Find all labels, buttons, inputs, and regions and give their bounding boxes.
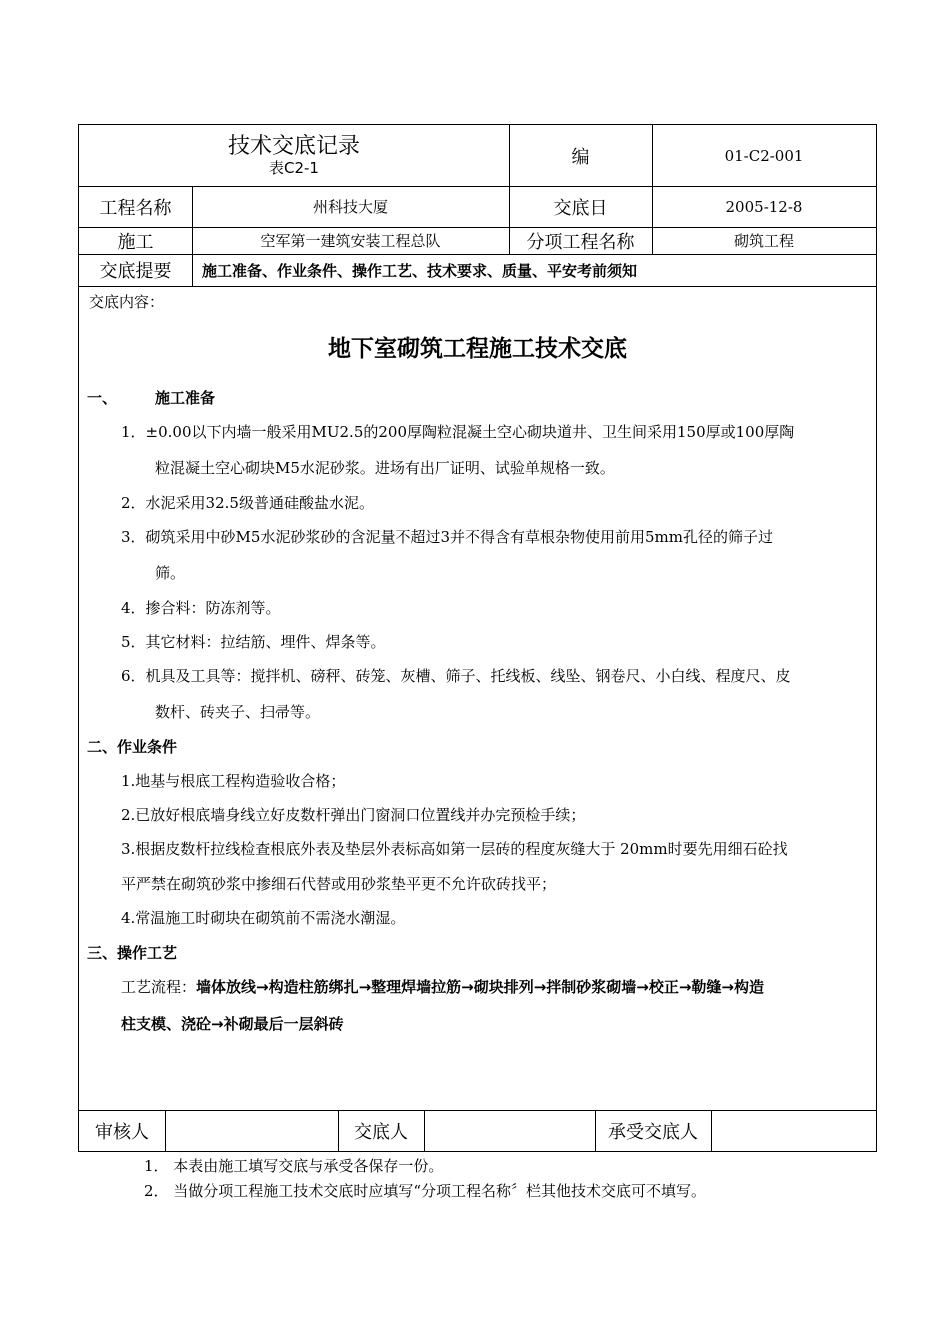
content-intro: 交底内容： xyxy=(89,293,165,311)
process-flow: 墙体放线→构造柱筋绑扎→整理焊墙拉筋→砌块排列→拌制砂浆砌墙→校正→勒缝→构造 xyxy=(196,978,764,996)
subproject-label: 分项工程名称 xyxy=(526,231,635,253)
summary-value: 施工准备、作业条件、操作工艺、技术要求、质量、平安考前须知 xyxy=(202,261,638,280)
item-1-5: 5．其它材料：拉结筋、埋件、焊条等。 xyxy=(121,633,386,651)
item-1-6-cont: 数杆、砖夹子、扫帚等。 xyxy=(155,703,321,721)
discloser-signature-field[interactable] xyxy=(424,1110,595,1151)
code-label: 编 xyxy=(571,146,590,168)
process-flow-line xyxy=(121,976,764,997)
row-divider xyxy=(79,286,876,287)
footnote-1: 1． 本表由施工填写交底与承受各保存一份。 xyxy=(144,1157,444,1175)
receiver-signature-field[interactable] xyxy=(711,1110,876,1151)
item-2-1: 1.地基与根底工程构造验收合格； xyxy=(121,772,346,790)
constructor-label: 施工 xyxy=(117,231,154,253)
item-1-2: 2．水泥采用32.5级普通硅酸盐水泥。 xyxy=(121,494,374,512)
date-label: 交底日 xyxy=(553,197,608,219)
section1-title: 施工准备 xyxy=(155,389,216,407)
item-1-6: 6．机具及工具等：搅拌机、磅秤、砖笼、灰槽、筛子、托线板、线坠、钢卷尺、小白线、程度尺、皮 xyxy=(121,667,791,685)
constructor-value: 空军第一建筑安装工程总队 xyxy=(260,232,441,250)
section3-title: 三、操作工艺 xyxy=(87,944,178,962)
project-name-value: 州科技大厦 xyxy=(312,198,388,216)
reviewer-label: 审核人 xyxy=(95,1121,149,1143)
form-code-subtitle: 表C2-1 xyxy=(269,158,319,177)
form-title: 技术交底记录 xyxy=(227,134,360,160)
item-2-4: 4.常温施工时砌块在砌筑前不需浇水潮湿。 xyxy=(121,909,406,927)
content-title: 地下室砌筑工程施工技术交底 xyxy=(328,336,627,362)
date-value: 2005-12-8 xyxy=(725,197,803,216)
item-1-3-cont: 筛。 xyxy=(155,564,186,582)
project-name-label: 工程名称 xyxy=(99,197,172,219)
section2-title: 二、作业条件 xyxy=(87,738,178,756)
subproject-value: 砌筑工程 xyxy=(733,232,794,250)
disclosure-form xyxy=(78,124,877,1152)
item-1-4: 4．掺合料：防冻剂等。 xyxy=(121,599,281,617)
summary-label: 交底提要 xyxy=(99,261,172,282)
section1-number: 一、 xyxy=(87,389,118,407)
discloser-label: 交底人 xyxy=(354,1121,408,1143)
process-flow-prefix: 工艺流程： xyxy=(121,978,197,996)
item-2-3-cont: 平严禁在砌筑砂浆中掺细石代替或用砂浆垫平更不允许砍砖找平； xyxy=(121,875,557,893)
item-1-1-cont: 粒混凝土空心砌块M5水泥砂浆。进场有出厂证明、试验单规格一致。 xyxy=(155,459,615,477)
receiver-label: 承受交底人 xyxy=(608,1121,698,1143)
process-flow-cont: 柱支模、浇砼→补砌最后一层斜砖 xyxy=(121,1015,344,1033)
item-1-1: 1．±0.00以下内墙一般采用MU2.5的200厚陶粒混凝土空心砌块道井、卫生间采用150厚或100厚陶 xyxy=(121,423,795,441)
reviewer-signature-field[interactable] xyxy=(165,1110,338,1151)
form-header xyxy=(79,125,509,186)
item-2-3: 3.根据皮数杆拉线检查根底外表及垫层外表标高如第一层砖的程度灰缝大于 20mm时要先用细石砼找 xyxy=(121,840,788,858)
item-1-3: 3．砌筑采用中砂M5水泥砂浆砂的含泥量不超过3并不得含有草根杂物使用前用5mm孔径的筛子过 xyxy=(121,528,773,546)
code-value: 01-C2-001 xyxy=(724,146,804,165)
item-2-2: 2.已放好根底墙身线立好皮数杆弹出门窗洞口位置线并办完预检手续； xyxy=(121,806,586,824)
footnote-2: 2． 当做分项工程施工技术交底时应填写“分项工程名称〞栏其他技术交底可不填写。 xyxy=(144,1182,706,1200)
